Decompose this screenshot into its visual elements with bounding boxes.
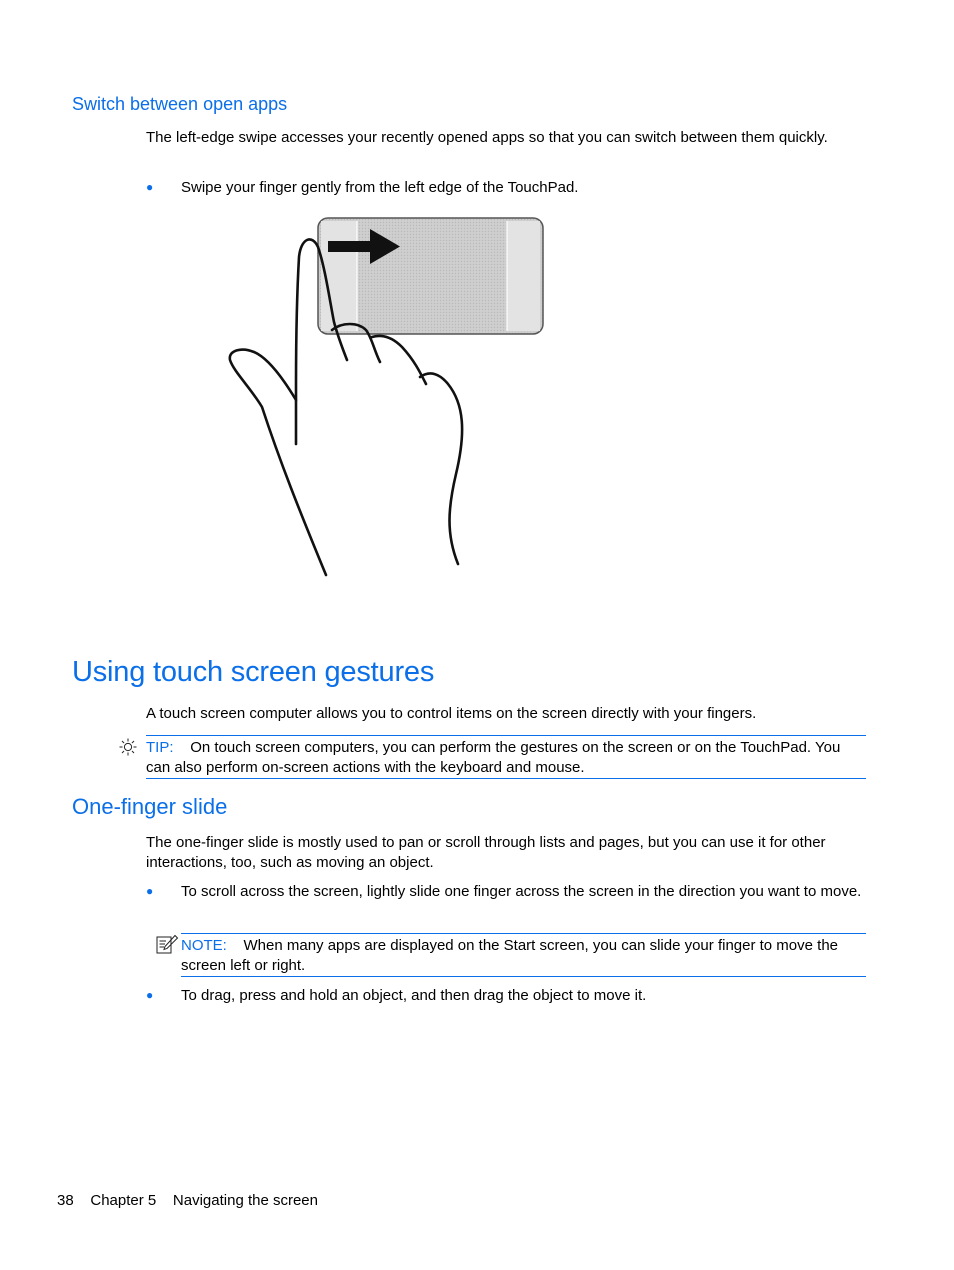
bullet-icon: ● — [146, 988, 154, 1002]
note-box — [181, 933, 866, 977]
bullet-text: Swipe your finger gently from the left edge of the TouchPad. — [181, 179, 579, 196]
paragraph-one-finger-slide: The one-finger slide is mostly used to pan or scroll through lists and pages, but you can use it for other interactions, too, such as moving an object. — [146, 834, 826, 871]
section-heading-one-finger-slide: One-finger slide — [72, 794, 228, 819]
tip-box — [146, 735, 866, 779]
bullet-icon: ● — [146, 884, 154, 898]
bullet-text: To drag, press and hold an object, and then drag the object to move it. — [181, 987, 647, 1004]
page-title: Using touch screen gestures — [72, 656, 435, 688]
touchpad-shape — [318, 218, 543, 334]
chapter-label: Chapter 5 — [90, 1192, 157, 1209]
note-pencil-icon — [155, 934, 179, 961]
note-label: NOTE: — [181, 937, 227, 954]
lightbulb-sun-icon — [118, 737, 138, 762]
paragraph-left-edge-swipe: The left-edge swipe accesses your recently opened apps so that you can switch between them quickly. — [146, 129, 828, 146]
chapter-title: Navigating the screen — [172, 1192, 318, 1209]
bullet-icon: ● — [146, 180, 154, 194]
bullet-text: To scroll across the screen, lightly slide one finger across the screen in the direction you want to move. — [181, 883, 862, 900]
left-edge-swipe-illustration — [220, 212, 550, 580]
tip-text: On touch screen computers, you can perform the gestures on the screen or on the TouchPad. You can also perform on-screen actions with the keyboard and mouse. — [146, 739, 841, 776]
page-footer — [57, 1191, 318, 1211]
tip-label: TIP: — [146, 739, 174, 756]
section-heading-switch-apps: Switch between open apps — [72, 94, 288, 114]
note-text: When many apps are displayed on the Start screen, you can slide your finger to move the screen left or right. — [181, 937, 839, 974]
paragraph-touch-screen-intro: A touch screen computer allows you to control items on the screen directly with your fingers. — [146, 705, 757, 722]
page-number: 38 — [57, 1192, 74, 1209]
